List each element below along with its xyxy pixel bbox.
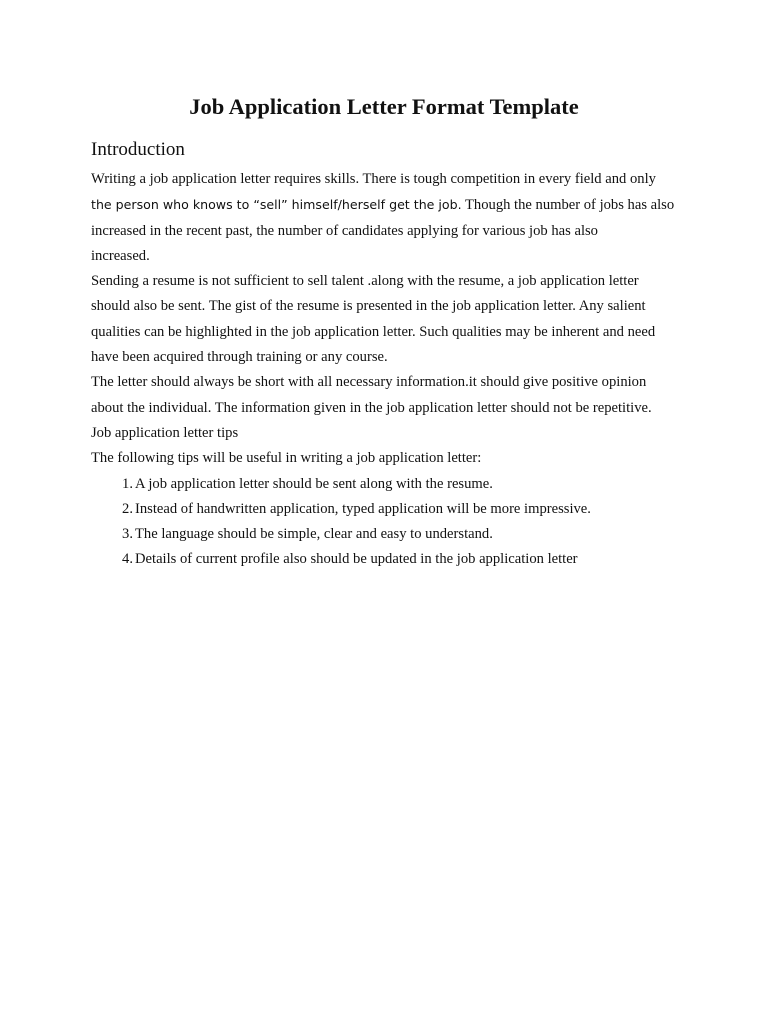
paragraph-1-line-2-rest: Though the number of jobs has also bbox=[461, 197, 675, 214]
paragraph-2-line-2: should also be sent. The gist of the resume is presented in the job application letter. Any salient bbox=[91, 298, 646, 315]
paragraph-1-line-3: increased in the recent past, the number of candidates applying for various job has also bbox=[91, 222, 598, 239]
tips-intro: The following tips will be useful in writing a job application letter: bbox=[91, 450, 482, 467]
list-item bbox=[91, 497, 691, 522]
list-item-number: 2. bbox=[122, 500, 133, 517]
paragraph-1-line-2 bbox=[91, 192, 691, 218]
list-item-text: Instead of handwritten application, typed application will be more impressive. bbox=[135, 500, 591, 517]
list-item-number: 1. bbox=[122, 475, 133, 492]
document-body bbox=[91, 167, 691, 573]
paragraph-1-line-1: Writing a job application letter requires skills. There is tough competition in every field and only bbox=[91, 171, 656, 187]
paragraph-1 bbox=[91, 167, 691, 269]
list-item-number: 3. bbox=[122, 526, 133, 543]
tips-heading: Job application letter tips bbox=[91, 424, 239, 441]
paragraph-1-line-4: increased. bbox=[91, 247, 150, 264]
paragraph-3 bbox=[91, 370, 691, 421]
list-item-text: Details of current profile also should be updated in the job application letter bbox=[135, 551, 578, 568]
paragraph-2-line-4: have been acquired through training or any course. bbox=[91, 349, 388, 366]
list-item bbox=[91, 472, 691, 497]
paragraph-1-line-2-alt-font: the person who knows to “sell” himself/herself get the job. bbox=[91, 197, 462, 213]
list-item-number: 4. bbox=[122, 551, 133, 568]
section-heading-introduction: Introduction bbox=[91, 139, 185, 160]
tips-list bbox=[91, 472, 691, 573]
paragraph-2 bbox=[91, 269, 691, 370]
list-item bbox=[91, 547, 691, 572]
paragraph-2-line-3: qualities can be highlighted in the job application letter. Such qualities may be inherent and need bbox=[91, 323, 656, 340]
document-title: Job Application Letter Format Template bbox=[189, 94, 579, 119]
list-item-text: A job application letter should be sent along with the resume. bbox=[135, 475, 493, 492]
list-item-text: The language should be simple, clear and easy to understand. bbox=[135, 526, 493, 543]
paragraph-3-line-1: The letter should always be short with all necessary information.it should give positive opinion bbox=[91, 374, 647, 391]
paragraph-3-line-2: about the individual. The information given in the job application letter should not be repetitive. bbox=[91, 399, 652, 416]
list-item bbox=[91, 522, 691, 547]
paragraph-2-line-1: Sending a resume is not sufficient to sell talent .along with the resume, a job application letter bbox=[91, 273, 639, 290]
